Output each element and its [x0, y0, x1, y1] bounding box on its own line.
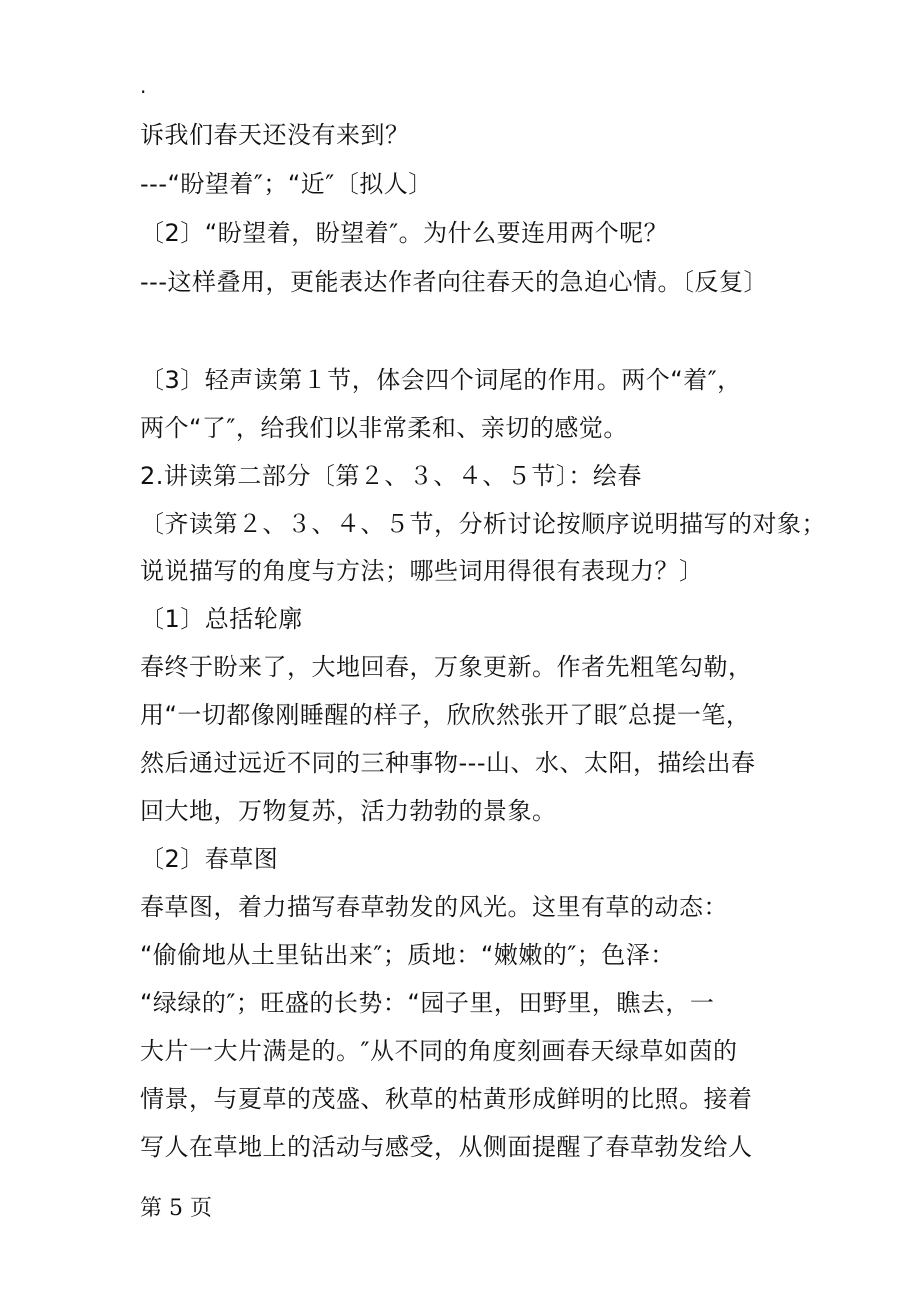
- text-line: 〔2〕“盼望着，盼望着″。为什么要连用两个呢？: [140, 219, 669, 247]
- text-line: 春草图，着力描写春草勃发的风光。这里有草的动态：: [140, 893, 728, 921]
- text-line: 情景，与夏草的茂盛、秋草的枯黄形成鲜明的比照。接着: [140, 1085, 753, 1113]
- text-line: 用“一切都像刚睡醒的样子，欣欣然张开了眼″总提一笔，: [140, 701, 751, 729]
- text-line: 说说描写的角度与方法；哪些词用得很有表现力？〕: [140, 557, 704, 585]
- text-line: 然后通过远近不同的三种事物---山、水、太阳，描绘出春: [140, 749, 756, 777]
- subheading: 〔2〕春草图: [140, 845, 279, 873]
- section-heading: 2.讲读第二部分〔第２、３、４、５节〕：绘春: [140, 462, 642, 490]
- text-line: 〔齐读第２、３、４、５节，分析讨论按顺序说明描写的对象；: [140, 510, 826, 538]
- text-line: 春终于盼来了，大地回春，万象更新。作者先粗笔勾勒，: [140, 653, 753, 681]
- text-line: 大片一大片满是的。″从不同的角度刻画春天绿草如茵的: [140, 1037, 738, 1065]
- text-line: ---这样叠用，更能表达作者向往春天的急迫心情。〔反复〕: [140, 268, 768, 296]
- text-line: 〔3〕轻声读第１节，体会四个词尾的作用。两个“着″，: [140, 366, 742, 394]
- page-number: 第 5 页: [140, 1196, 212, 1221]
- text-line: 回大地，万物复苏，活力勃勃的景象。: [140, 797, 557, 825]
- top-marker: .: [140, 74, 147, 98]
- text-line: “偷偷地从土里钻出来″；质地：“嫩嫩的″；色泽：: [140, 941, 675, 969]
- text-line: 两个“了″，给我们以非常柔和、亲切的感觉。: [140, 414, 628, 442]
- text-line: ---“盼望着″；“近″〔拟人〕: [140, 170, 433, 198]
- text-line: “绿绿的″；旺盛的长势：“园子里，田野里，瞧去，一: [140, 989, 715, 1017]
- text-line: 诉我们春天还没有来到？: [140, 121, 410, 149]
- subheading: 〔1〕总括轮廓: [140, 605, 303, 633]
- text-line: 写人在草地上的活动与感受，从侧面提醒了春草勃发给人: [140, 1133, 753, 1161]
